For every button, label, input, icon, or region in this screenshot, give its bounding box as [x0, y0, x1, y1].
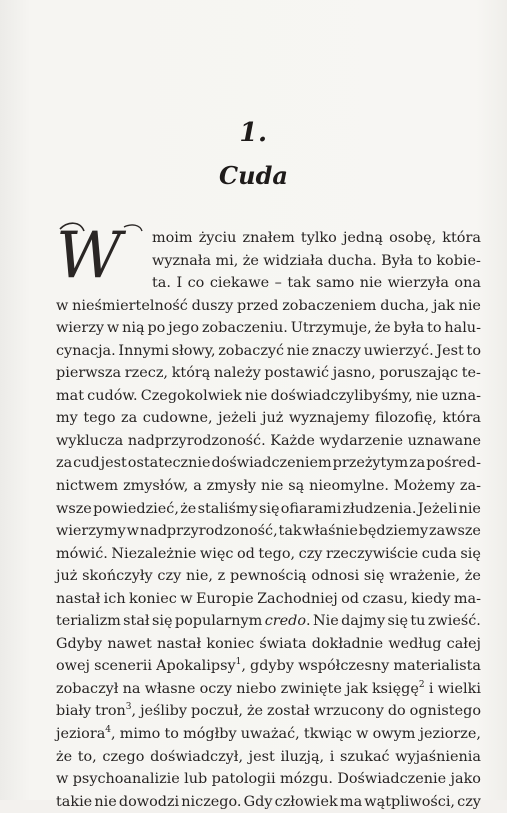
- text-line: Gdyby nawet nastał koniec świata dokładnie według całej: [56, 635, 481, 652]
- text-line: wierzy w nią po jego zobaczeniu. Utrzymuje, że była to halu-: [56, 320, 481, 337]
- text-line: ta. I co ciekawe – tak samo nie wierzyła ona: [152, 275, 481, 292]
- text-line: w psychoanalizie lub patologii mózgu. Doświadczenie jako: [56, 771, 481, 788]
- text-line: biały tron$^3$, jeśliby poczuł, że został wrzucony do ognistego: [56, 702, 481, 720]
- text-line: wsze powiedzieć, że staliśmy się ofiarami złudzenia. Jeżeli nie: [56, 500, 481, 517]
- text-line: cynacja. Innymi słowy, zobaczyć nie znaczy uwierzyć. Jest to: [56, 342, 481, 359]
- text-line: wyznała mi, że widziała ducha. Była to kobie-: [152, 252, 481, 269]
- text-line: w nieśmiertelność duszy przed zobaczeniem ducha, jak nie: [56, 297, 481, 314]
- text-line: zobaczył na własne oczy niebo zwinięte jak księgę$^2$ i wielki: [56, 679, 481, 697]
- text-line: nastał ich koniec w Europie Zachodniej od czasu, kiedy ma-: [56, 590, 481, 607]
- text-line: że to, czego doświadczył, jest iluzją, i szukać wyjaśnienia: [56, 748, 481, 765]
- dropcap-glyph: W: [56, 219, 122, 285]
- text-line: nictwem zmysłów, a zmysły nie są nieomylne. Możemy za-: [56, 478, 481, 495]
- text-line: owej scenerii Apokalipsy$^1$, gdyby współczesny materialista: [56, 657, 481, 675]
- text-line: za cud jest ostatecznie doświadczeniem przeżytym za pośred-: [56, 455, 481, 472]
- text-line: mat cudów. Czegokolwiek nie doświadczylibyśmy, nie uzna-: [56, 387, 481, 404]
- chapter-title: Cuda: [219, 161, 288, 190]
- text-line: takie nie dowodzi niczego. Gdy człowiek ma wątpliwości, czy: [56, 793, 481, 810]
- chapter-number: 1.: [239, 118, 268, 148]
- text-line: jeziora$^4$, mimo to mógłby uważać, tkwiąc w owym jeziorze,: [56, 725, 481, 743]
- text-line: mówić. Niezależnie więc od tego, czy rzeczywiście cuda się: [56, 545, 481, 562]
- text-line: wierzymy w nadprzyrodzoność, tak właśnie będziemy zawsze: [56, 523, 481, 540]
- text-line: my tego za cudowne, jeżeli już wyznajemy filozofię, która: [56, 410, 481, 427]
- text-line: terializm stał się popularnym credo. Nie dajmy się tu zwieść.: [56, 613, 481, 630]
- text-line: moim życiu znałem tylko jedną osobę, która: [152, 230, 481, 246]
- text-line: wyklucza nadprzyrodzoność. Każde wydarzenie uznawane: [56, 432, 481, 449]
- text-line: pierwsza rzecz, którą należy postawić jasno, poruszając te-: [56, 365, 481, 382]
- body-text: [56, 227, 481, 813]
- text-line: już skończyły czy nie, z pewnością odnosi się wrażenie, że: [56, 568, 481, 585]
